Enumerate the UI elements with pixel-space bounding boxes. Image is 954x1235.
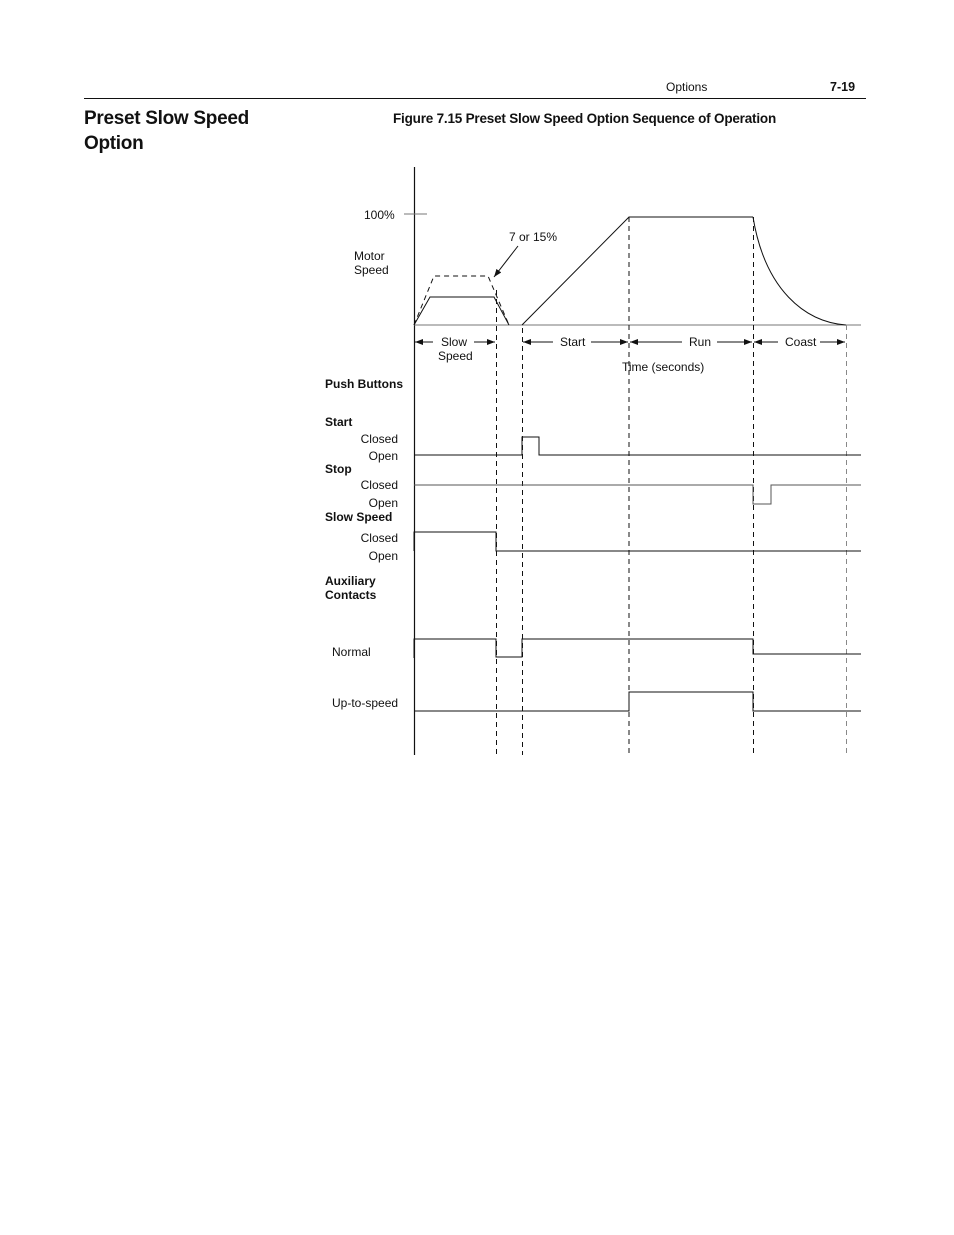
start-closed-label: Closed bbox=[360, 432, 398, 446]
phase-run-label: Run bbox=[689, 335, 712, 349]
motor-speed-label-line2: Speed bbox=[354, 263, 389, 277]
start-signal-name: Start bbox=[325, 415, 353, 429]
signal-traces bbox=[414, 437, 861, 711]
phase-coast-label: Coast bbox=[785, 335, 817, 349]
start-button-trace bbox=[414, 437, 861, 455]
aux-normal-trace bbox=[414, 639, 861, 658]
phase-slow-label-line2: Speed bbox=[438, 349, 473, 363]
callout-arrow bbox=[494, 246, 518, 277]
motor-speed-label-line1: Motor bbox=[354, 249, 385, 263]
slow-speed-signal-name: Slow Speed bbox=[325, 510, 393, 524]
slow-speed-closed-label: Closed bbox=[360, 531, 398, 545]
stop-closed-label: Closed bbox=[360, 478, 398, 492]
start-open-label: Open bbox=[368, 449, 398, 463]
figure-caption: Figure 7.15 Preset Slow Speed Option Sequence of Operation bbox=[393, 111, 776, 126]
stop-open-label: Open bbox=[368, 496, 398, 510]
stop-button-trace bbox=[414, 485, 861, 504]
aux-up-to-speed-trace bbox=[414, 692, 861, 711]
phase-start-label: Start bbox=[560, 335, 586, 349]
slow-speed-callout-label: 7 or 15% bbox=[509, 230, 558, 244]
stop-signal-name: Stop bbox=[325, 462, 352, 476]
aux-normal-label: Normal bbox=[332, 645, 371, 659]
header-section-label: Options bbox=[666, 80, 708, 94]
phase-slow-label-line1: Slow bbox=[441, 335, 468, 349]
slow-speed-curve-7 bbox=[414, 297, 509, 325]
aux-contacts-title-line2: Contacts bbox=[325, 588, 377, 602]
aux-up-to-speed-label: Up-to-speed bbox=[332, 696, 399, 710]
header-page-number: 7-19 bbox=[830, 80, 856, 94]
coast-decay-curve bbox=[753, 217, 846, 325]
slow-speed-open-label: Open bbox=[368, 549, 398, 563]
slow-speed-button-trace bbox=[414, 532, 861, 551]
section-title: Preset Slow Speed Option bbox=[84, 108, 249, 154]
time-axis-label: Time (seconds) bbox=[622, 360, 705, 374]
speed-100-percent-label: 100% bbox=[364, 208, 395, 222]
push-buttons-title: Push Buttons bbox=[325, 377, 403, 391]
aux-contacts-title-line1: Auxiliary bbox=[325, 574, 376, 588]
